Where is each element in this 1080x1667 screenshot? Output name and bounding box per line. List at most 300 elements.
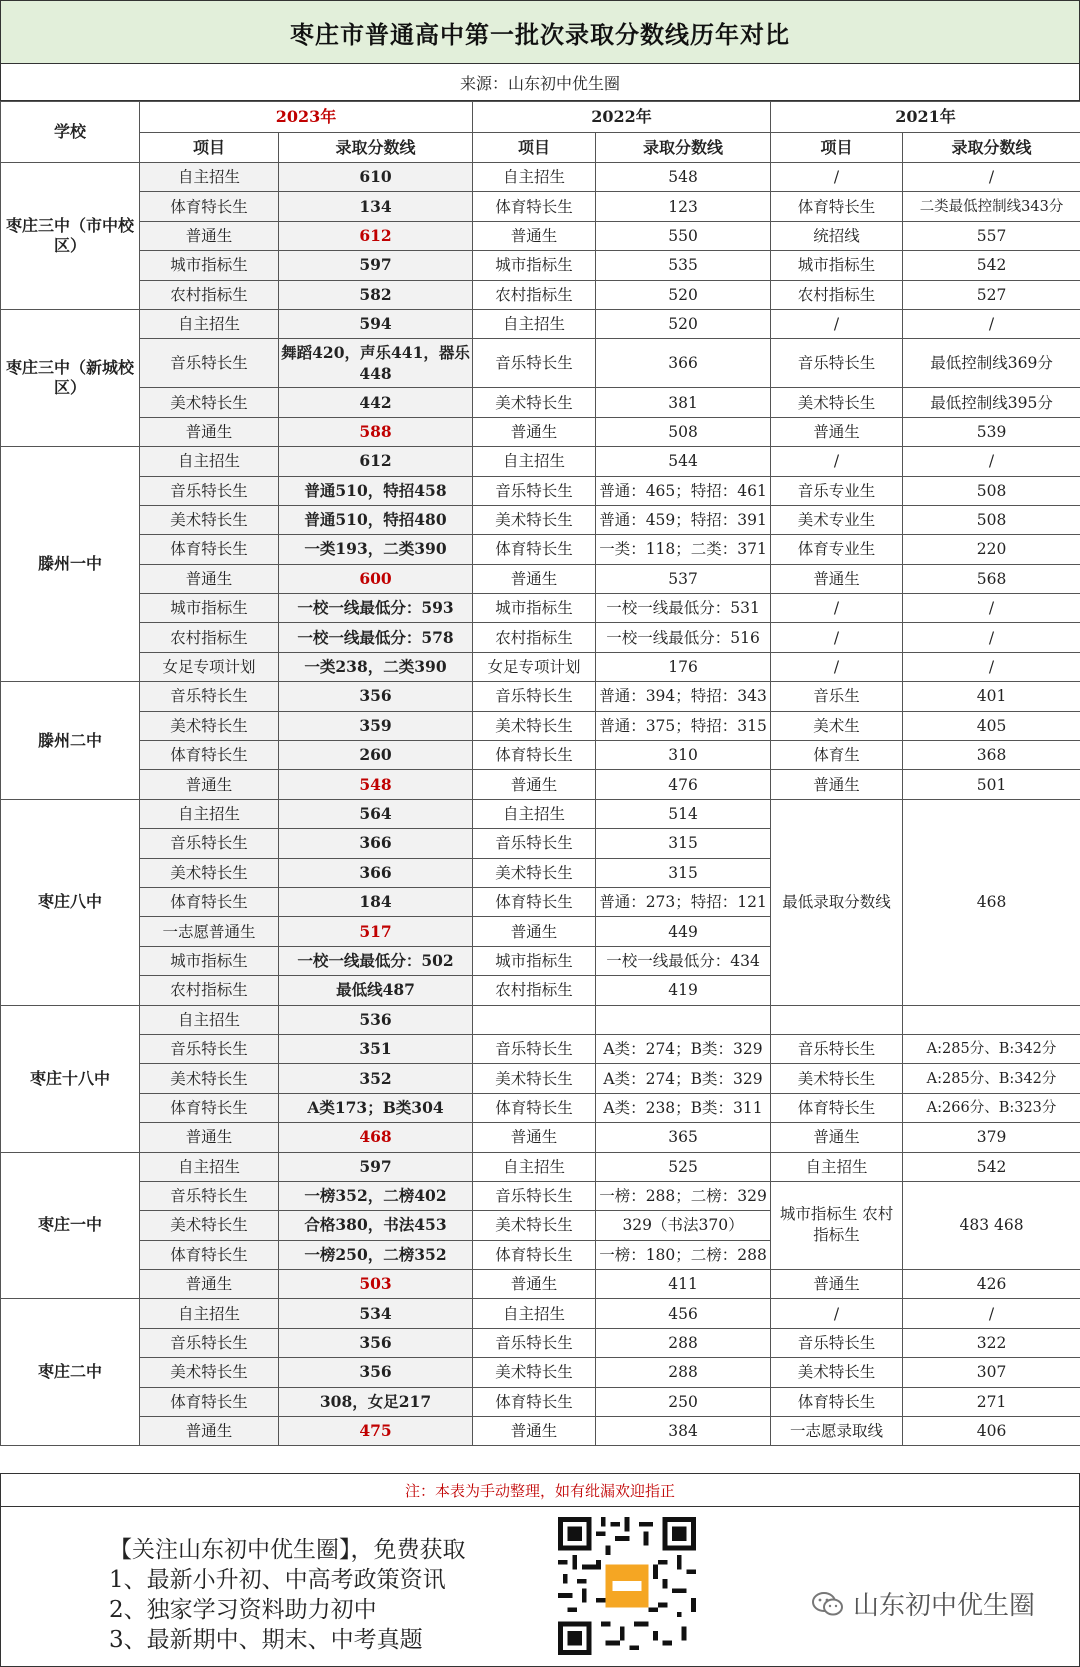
cell-item-2023: 体育特长生 <box>140 1093 279 1122</box>
cell-score-2021: 508 <box>903 476 1080 505</box>
header-item-2023: 项目 <box>140 133 279 163</box>
cell-score-2022: 一校一线最低分：531 <box>596 594 771 623</box>
cell-item-2021: 体育专业生 <box>771 535 903 564</box>
cell-item-2023: 农村指标生 <box>140 976 279 1005</box>
cell-score-2022: 508 <box>596 417 771 446</box>
cell-item-2023: 一志愿普通生 <box>140 917 279 946</box>
cell-item-2021: / <box>771 594 903 623</box>
cell-score-2023: 594 <box>279 309 473 338</box>
table-row <box>1 309 1080 338</box>
cell-item-2023: 美术特长生 <box>140 1064 279 1093</box>
cell-item-2022: 美术特长生 <box>473 1358 596 1387</box>
cell-item-2023: 音乐特长生 <box>140 682 279 711</box>
cell-item-2023: 音乐特长生 <box>140 1328 279 1357</box>
cell-item-2022: 美术特长生 <box>473 505 596 534</box>
cell-score-2022: 一榜：288；二榜：329 <box>596 1181 771 1210</box>
cell-score-2022: 普通：375；特招：315 <box>596 711 771 740</box>
table-row <box>1 652 1080 681</box>
cell-score-2021: 368 <box>903 741 1080 770</box>
table-row <box>1 447 1080 476</box>
school-name: 滕州二中 <box>1 682 140 800</box>
cell-item-2021: / <box>771 309 903 338</box>
cell-item-2023: 自主招生 <box>140 447 279 476</box>
cell-score-2022: 514 <box>596 799 771 828</box>
cell-score-2022: 一榜：180；二榜：288 <box>596 1240 771 1269</box>
cell-score-2022: 525 <box>596 1152 771 1181</box>
cell-item-2021: 普通生 <box>771 1123 903 1152</box>
cell-score-2021: 271 <box>903 1387 1080 1416</box>
cell-score-2023: 366 <box>279 858 473 887</box>
cell-score-2022: 520 <box>596 280 771 309</box>
cell-score-2022: 310 <box>596 741 771 770</box>
promo-panel <box>0 1507 1080 1667</box>
cell-score-2021: / <box>903 309 1080 338</box>
cell-score-2023: 普通510，特招480 <box>279 505 473 534</box>
cell-item-2023: 体育特长生 <box>140 1387 279 1416</box>
cell-item-2022: 自主招生 <box>473 1299 596 1328</box>
school-name: 滕州一中 <box>1 447 140 682</box>
cell-item-2022: 体育特长生 <box>473 192 596 221</box>
table-row <box>1 1387 1080 1416</box>
table-row <box>1 221 1080 250</box>
cell-item-2022: 女足专项计划 <box>473 652 596 681</box>
school-name: 枣庄三中（市中校区） <box>1 163 140 310</box>
cell-item-2022: 普通生 <box>473 417 596 446</box>
cell-score-2022: 315 <box>596 858 771 887</box>
cell-item-2021: 体育特长生 <box>771 1093 903 1122</box>
cell-score-2021: A:285分、B:342分 <box>903 1034 1080 1063</box>
cell-score-2021: 426 <box>903 1270 1080 1299</box>
table-row <box>1 1034 1080 1063</box>
cell-item-2022: 自主招生 <box>473 163 596 192</box>
table-row <box>1 1123 1080 1152</box>
table-row <box>1 251 1080 280</box>
cell-item-2023: 美术特长生 <box>140 1358 279 1387</box>
cell-item-2023: 自主招生 <box>140 309 279 338</box>
cell-item-2021: 美术生 <box>771 711 903 740</box>
cell-score-2021: 568 <box>903 564 1080 593</box>
cell-item-2021: / <box>771 163 903 192</box>
cell-score-2021: 508 <box>903 505 1080 534</box>
cell-item-2022: 普通生 <box>473 221 596 250</box>
cell-item-2023: 自主招生 <box>140 163 279 192</box>
cell-item-2022: 普通生 <box>473 917 596 946</box>
cell-item-2023: 体育特长生 <box>140 192 279 221</box>
cell-score-2022: 419 <box>596 976 771 1005</box>
cell-item-2023: 普通生 <box>140 1123 279 1152</box>
cell-score-2023: 一校一线最低分：502 <box>279 946 473 975</box>
cell-item-2023: 美术特长生 <box>140 388 279 417</box>
table-row <box>1 192 1080 221</box>
cell-item-2023: 农村指标生 <box>140 623 279 652</box>
cell-item-2021-merged: 最低录取分数线 <box>771 799 903 1005</box>
cell-item-2023: 体育特长生 <box>140 887 279 916</box>
cell-item-2021: 自主招生 <box>771 1152 903 1181</box>
cell-score-2022: 一类：118；二类：371 <box>596 535 771 564</box>
cell-score-2022: 535 <box>596 251 771 280</box>
cell-score-2022: 普通：273；特招：121 <box>596 887 771 916</box>
cell-item-2023: 城市指标生 <box>140 594 279 623</box>
cell-score-2023: 356 <box>279 682 473 711</box>
cell-item-2021: / <box>771 1299 903 1328</box>
cell-item-2022: 城市指标生 <box>473 594 596 623</box>
cell-score-2023: 352 <box>279 1064 473 1093</box>
cell-item-2023: 自主招生 <box>140 1005 279 1034</box>
cell-score-2023: 582 <box>279 280 473 309</box>
table-row <box>1 535 1080 564</box>
cell-score-2022: 449 <box>596 917 771 946</box>
table-row <box>1 388 1080 417</box>
cell-score-2023: 359 <box>279 711 473 740</box>
cell-item-2021: 普通生 <box>771 770 903 799</box>
cell-item-2021: 体育生 <box>771 741 903 770</box>
cell-score-2022: 一校一线最低分：516 <box>596 623 771 652</box>
cell-item-2021: 音乐生 <box>771 682 903 711</box>
cell-item-2021: 体育特长生 <box>771 1387 903 1416</box>
cell-score-2022: 548 <box>596 163 771 192</box>
cell-score-2022: 250 <box>596 1387 771 1416</box>
cell-item-2023: 美术特长生 <box>140 1211 279 1240</box>
cell-item-2022: 农村指标生 <box>473 976 596 1005</box>
cell-item-2021: 音乐特长生 <box>771 339 903 388</box>
cell-score-2023: 597 <box>279 1152 473 1181</box>
cell-score-2023: 308，女足217 <box>279 1387 473 1416</box>
cell-item-2021: 美术特长生 <box>771 1064 903 1093</box>
cell-score-2021: 401 <box>903 682 1080 711</box>
cell-score-2023: 一榜352，二榜402 <box>279 1181 473 1210</box>
cell-score-2023: 548 <box>279 770 473 799</box>
cell-item-2022: 城市指标生 <box>473 946 596 975</box>
cell-score-2022 <box>596 1005 771 1034</box>
cell-item-2021: 音乐特长生 <box>771 1328 903 1357</box>
table-row <box>1 623 1080 652</box>
cell-score-2023: 468 <box>279 1123 473 1152</box>
cell-score-2023: 一校一线最低分：578 <box>279 623 473 652</box>
cell-score-2023: 134 <box>279 192 473 221</box>
scores-table <box>0 101 1080 1446</box>
cell-score-2021 <box>903 1005 1080 1034</box>
cell-item-2022: 自主招生 <box>473 1152 596 1181</box>
cell-item-2023: 音乐特长生 <box>140 339 279 388</box>
cell-item-2022: 体育特长生 <box>473 887 596 916</box>
header-item-2022: 项目 <box>473 133 596 163</box>
cell-item-2021: 一志愿录取线 <box>771 1417 903 1446</box>
table-row <box>1 505 1080 534</box>
table-row <box>1 417 1080 446</box>
brand-text: 山东初中优生圈 <box>853 1591 1036 1621</box>
cell-item-2022: 音乐特长生 <box>473 1181 596 1210</box>
school-name: 枣庄二中 <box>1 1299 140 1446</box>
cell-score-2022: 381 <box>596 388 771 417</box>
cell-score-2023: 597 <box>279 251 473 280</box>
promo-line-1: 【关注山东初中优生圈】，免费获取 <box>109 1537 466 1563</box>
cell-item-2023: 美术特长生 <box>140 858 279 887</box>
cell-score-2022: 366 <box>596 339 771 388</box>
cell-score-2023: A类173；B类304 <box>279 1093 473 1122</box>
cell-item-2023: 普通生 <box>140 221 279 250</box>
cell-score-2021: 542 <box>903 1152 1080 1181</box>
cell-item-2023: 体育特长生 <box>140 1240 279 1269</box>
cell-score-2021: / <box>903 623 1080 652</box>
table-row <box>1 1270 1080 1299</box>
brand-label <box>811 1585 1035 1622</box>
cell-item-2023: 美术特长生 <box>140 711 279 740</box>
cell-score-2022: 普通：394；特招：343 <box>596 682 771 711</box>
school-name: 枣庄一中 <box>1 1152 140 1299</box>
cell-item-2022: 农村指标生 <box>473 623 596 652</box>
header-score-2022: 录取分数线 <box>596 133 771 163</box>
cell-item-2023: 城市指标生 <box>140 251 279 280</box>
cell-item-2022: 音乐特长生 <box>473 1328 596 1357</box>
cell-item-2022: 城市指标生 <box>473 251 596 280</box>
cell-item-2022: 自主招生 <box>473 799 596 828</box>
cell-score-2023: 503 <box>279 1270 473 1299</box>
cell-score-2022: 176 <box>596 652 771 681</box>
cell-score-2021: 二类最低控制线343分 <box>903 192 1080 221</box>
school-name: 枣庄三中（新城校区） <box>1 309 140 446</box>
cell-item-2022 <box>473 1005 596 1034</box>
table-row <box>1 711 1080 740</box>
cell-score-2023: 356 <box>279 1328 473 1357</box>
cell-score-2023: 517 <box>279 917 473 946</box>
cell-item-2023: 音乐特长生 <box>140 829 279 858</box>
header-year-2023: 2023年 <box>140 102 473 133</box>
cell-item-2023: 农村指标生 <box>140 280 279 309</box>
cell-score-2022: 123 <box>596 192 771 221</box>
promo-line-4: 3、最新期中、期末、中考真题 <box>109 1627 423 1653</box>
table-row <box>1 741 1080 770</box>
table-row <box>1 476 1080 505</box>
cell-item-2021-merged: 城市指标生 农村指标生 <box>771 1181 903 1269</box>
cell-item-2022: 音乐特长生 <box>473 339 596 388</box>
source-line: 来源：山东初中优生圈 <box>0 64 1080 101</box>
table-row <box>1 1358 1080 1387</box>
cell-item-2022: 农村指标生 <box>473 280 596 309</box>
cell-item-2022: 美术特长生 <box>473 1211 596 1240</box>
cell-item-2022: 体育特长生 <box>473 1240 596 1269</box>
cell-score-2023: 612 <box>279 221 473 250</box>
table-row <box>1 1005 1080 1034</box>
cell-score-2022: 384 <box>596 1417 771 1446</box>
cell-score-2023: 舞蹈420，声乐441，器乐448 <box>279 339 473 388</box>
page-title: 枣庄市普通高中第一批次录取分数线历年对比 <box>0 0 1080 64</box>
cell-score-2021: 406 <box>903 1417 1080 1446</box>
cell-item-2021: 美术特长生 <box>771 388 903 417</box>
cell-score-2022: 476 <box>596 770 771 799</box>
cell-score-2021: A:285分、B:342分 <box>903 1064 1080 1093</box>
cell-score-2021: / <box>903 594 1080 623</box>
table-row <box>1 339 1080 388</box>
cell-item-2022: 普通生 <box>473 564 596 593</box>
cell-score-2022: 普通：465；特招：461 <box>596 476 771 505</box>
cell-score-2023: 184 <box>279 887 473 916</box>
table-row <box>1 1328 1080 1357</box>
cell-item-2022: 音乐特长生 <box>473 476 596 505</box>
cell-item-2022: 普通生 <box>473 1417 596 1446</box>
header-year-2021: 2021年 <box>771 102 1080 133</box>
cell-score-2023: 一类193，二类390 <box>279 535 473 564</box>
cell-item-2021: 音乐特长生 <box>771 1034 903 1063</box>
table-row <box>1 770 1080 799</box>
school-name: 枣庄十八中 <box>1 1005 140 1152</box>
footnote: 注：本表为手动整理，如有纰漏欢迎指正 <box>0 1473 1080 1507</box>
cell-item-2022: 音乐特长生 <box>473 682 596 711</box>
cell-score-2023: 588 <box>279 417 473 446</box>
cell-item-2022: 美术特长生 <box>473 858 596 887</box>
cell-score-2022: 329（书法370） <box>596 1211 771 1240</box>
cell-item-2021 <box>771 1005 903 1034</box>
cell-item-2021: 普通生 <box>771 1270 903 1299</box>
cell-item-2023: 普通生 <box>140 417 279 446</box>
cell-item-2021: 城市指标生 <box>771 251 903 280</box>
cell-item-2022: 体育特长生 <box>473 535 596 564</box>
cell-score-2022: 普通：459；特招：391 <box>596 505 771 534</box>
cell-score-2023: 普通510，特招458 <box>279 476 473 505</box>
cell-score-2022: A类：274；B类：329 <box>596 1034 771 1063</box>
cell-item-2023: 普通生 <box>140 1417 279 1446</box>
cell-score-2022: A类：238；B类：311 <box>596 1093 771 1122</box>
cell-score-2021-merged: 483 468 <box>903 1181 1080 1269</box>
cell-score-2023: 612 <box>279 447 473 476</box>
cell-item-2021: 农村指标生 <box>771 280 903 309</box>
promo-line-2: 1、最新小升初、中高考政策资讯 <box>109 1567 446 1593</box>
cell-item-2023: 自主招生 <box>140 1152 279 1181</box>
cell-item-2021: / <box>771 623 903 652</box>
cell-item-2023: 音乐特长生 <box>140 476 279 505</box>
cell-score-2022: 520 <box>596 309 771 338</box>
cell-item-2022: 自主招生 <box>473 309 596 338</box>
cell-score-2022: 550 <box>596 221 771 250</box>
cell-score-2021: 557 <box>903 221 1080 250</box>
cell-score-2021: 322 <box>903 1328 1080 1357</box>
table-row <box>1 163 1080 192</box>
cell-item-2023: 音乐特长生 <box>140 1034 279 1063</box>
table-row <box>1 682 1080 711</box>
header-year-2022: 2022年 <box>473 102 771 133</box>
cell-score-2021: / <box>903 447 1080 476</box>
cell-item-2022: 美术特长生 <box>473 711 596 740</box>
cell-item-2023: 体育特长生 <box>140 535 279 564</box>
cell-item-2021: / <box>771 447 903 476</box>
table-row <box>1 594 1080 623</box>
cell-score-2021: 501 <box>903 770 1080 799</box>
cell-score-2023: 260 <box>279 741 473 770</box>
cell-score-2023: 600 <box>279 564 473 593</box>
table-row <box>1 1064 1080 1093</box>
cell-score-2022: A类：274；B类：329 <box>596 1064 771 1093</box>
cell-item-2022: 音乐特长生 <box>473 1034 596 1063</box>
cell-score-2023: 610 <box>279 163 473 192</box>
promo-line-3: 2、独家学习资料助力初中 <box>109 1597 377 1623</box>
cell-item-2021: 体育特长生 <box>771 192 903 221</box>
cell-score-2022: 456 <box>596 1299 771 1328</box>
cell-score-2022: 537 <box>596 564 771 593</box>
cell-score-2021: / <box>903 652 1080 681</box>
cell-item-2023: 美术特长生 <box>140 505 279 534</box>
table-row <box>1 1093 1080 1122</box>
cell-item-2023: 音乐特长生 <box>140 1181 279 1210</box>
cell-item-2022: 普通生 <box>473 1270 596 1299</box>
cell-score-2022: 一校一线最低分：434 <box>596 946 771 975</box>
cell-score-2021: A:266分、B:323分 <box>903 1093 1080 1122</box>
cell-score-2022: 411 <box>596 1270 771 1299</box>
cell-score-2023: 564 <box>279 799 473 828</box>
header-score-2023: 录取分数线 <box>279 133 473 163</box>
cell-score-2023: 一校一线最低分：593 <box>279 594 473 623</box>
cell-score-2022: 365 <box>596 1123 771 1152</box>
cell-score-2021: 307 <box>903 1358 1080 1387</box>
cell-score-2023: 534 <box>279 1299 473 1328</box>
table-row <box>1 564 1080 593</box>
cell-item-2021: 音乐专业生 <box>771 476 903 505</box>
cell-score-2022: 315 <box>596 829 771 858</box>
cell-score-2023: 一榜250，二榜352 <box>279 1240 473 1269</box>
cell-score-2022: 544 <box>596 447 771 476</box>
cell-score-2021: 527 <box>903 280 1080 309</box>
table-row <box>1 799 1080 828</box>
cell-item-2021: 统招线 <box>771 221 903 250</box>
cell-score-2021: 220 <box>903 535 1080 564</box>
cell-score-2021-merged: 468 <box>903 799 1080 1005</box>
cell-item-2022: 体育特长生 <box>473 1387 596 1416</box>
cell-item-2022: 普通生 <box>473 770 596 799</box>
cell-score-2023: 一类238，二类390 <box>279 652 473 681</box>
table-row <box>1 1181 1080 1210</box>
cell-score-2023: 536 <box>279 1005 473 1034</box>
cell-item-2023: 自主招生 <box>140 1299 279 1328</box>
cell-score-2023: 366 <box>279 829 473 858</box>
cell-item-2023: 普通生 <box>140 770 279 799</box>
cell-item-2021: 普通生 <box>771 417 903 446</box>
table-row <box>1 1417 1080 1446</box>
table-row <box>1 280 1080 309</box>
cell-score-2022: 288 <box>596 1358 771 1387</box>
cell-item-2023: 城市指标生 <box>140 946 279 975</box>
header-item-2021: 项目 <box>771 133 903 163</box>
cell-score-2023: 475 <box>279 1417 473 1446</box>
cell-score-2021: 最低控制线395分 <box>903 388 1080 417</box>
cell-score-2022: 288 <box>596 1328 771 1357</box>
qr-code-icon[interactable] <box>558 1517 696 1655</box>
table-row <box>1 1152 1080 1181</box>
cell-score-2023: 351 <box>279 1034 473 1063</box>
header-row-columns <box>1 133 1080 163</box>
header-row-years <box>1 102 1080 133</box>
cell-item-2022: 体育特长生 <box>473 741 596 770</box>
cell-item-2022: 音乐特长生 <box>473 829 596 858</box>
cell-item-2023: 普通生 <box>140 1270 279 1299</box>
header-school: 学校 <box>1 102 140 163</box>
cell-score-2021: / <box>903 163 1080 192</box>
cell-item-2023: 女足专项计划 <box>140 652 279 681</box>
cell-item-2022: 自主招生 <box>473 447 596 476</box>
cell-score-2021: 最低控制线369分 <box>903 339 1080 388</box>
cell-item-2022: 美术特长生 <box>473 1064 596 1093</box>
cell-score-2023: 合格380，书法453 <box>279 1211 473 1240</box>
cell-score-2021: 405 <box>903 711 1080 740</box>
cell-item-2021: 普通生 <box>771 564 903 593</box>
school-name: 枣庄八中 <box>1 799 140 1005</box>
wechat-icon <box>811 1590 845 1618</box>
cell-item-2022: 美术特长生 <box>473 388 596 417</box>
cell-item-2023: 自主招生 <box>140 799 279 828</box>
table-row <box>1 1299 1080 1328</box>
cell-score-2023: 442 <box>279 388 473 417</box>
cell-score-2021: 539 <box>903 417 1080 446</box>
cell-score-2021: / <box>903 1299 1080 1328</box>
header-score-2021: 录取分数线 <box>903 133 1080 163</box>
cell-score-2023: 最低线487 <box>279 976 473 1005</box>
